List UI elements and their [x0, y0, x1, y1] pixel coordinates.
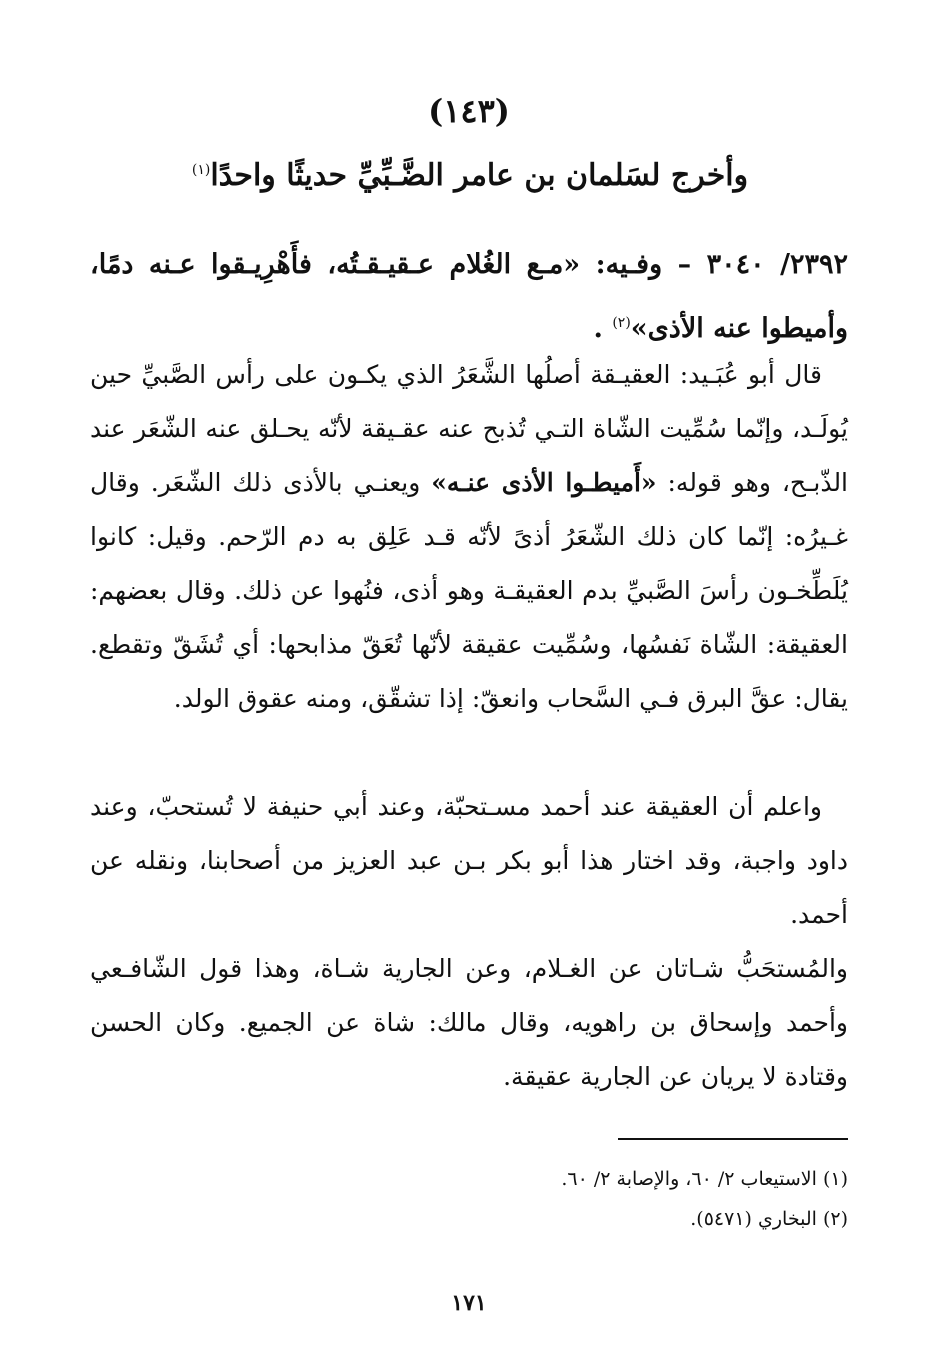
page-number: ١٧١	[451, 1290, 487, 1316]
footnote-1: (١) الاستيعاب ٢/ ٦٠، والإصابة ٢/ ٦٠.	[561, 1168, 848, 1190]
footnote-ref-2: (٢)	[612, 315, 631, 331]
footnote-divider	[618, 1138, 848, 1140]
hadith-reference: ٢٣٩٢/ ٣٠٤٠	[706, 249, 848, 280]
paragraph-1-quote: «أَميطـوا الأذى عنـه»	[431, 468, 657, 497]
paragraph-recommended: والمُستحَبُّ شـاتان عن الغـلام، وعن الجارية شـاة، وهذا قول الشّافـعي وأحمد وإسحاق بن راهويه، وقال مالك: شاة عن الجميع. وكان الحسن وقتادة لا يريان عن الجارية عقيقة.	[90, 954, 848, 1091]
paragraph-1-part-1: قال أبو عُبَـيد: العقيـقة أصلُها الشَّعَرُ الذي يكـون على رأس الصَّبيِّ حين يُولَـد، وإنّما سُمِّيت الشّاة التـي تُذبح عنه عقـيقة لأنّه يحـلق عنه الشّعَر عند الذّبـح، وهو قوله:	[90, 360, 849, 497]
hadith-trailing: .	[593, 313, 613, 344]
hadith-text	[90, 236, 848, 358]
footnote-2: (٢) البخاري (٥٤٧١).	[690, 1208, 848, 1230]
paragraph-abu-ubaid	[90, 348, 848, 726]
hadith-body: – وفـيه: «مـع الغُلام عـقيـقـتُه، فأَهْرِيـقوا عـنه دمًا، وأميطوا عنه الأذى»	[90, 249, 848, 344]
chapter-title-text: وأخرج لسَلمان بن عامر الضَّـبِّيِّ حديثًا واحدًا	[210, 158, 749, 193]
chapter-title	[120, 158, 820, 193]
footnote-ref-1: (١)	[191, 162, 211, 178]
paragraph-ruling: واعلم أن العقيقة عند أحمد مسـتحبّة، وعند أبي حنيفة لا تُستحبّ، وعند داود واجبة، وقد اختار هذا أبو بكر بـن عبد العزيز من أصحابنا، ونقله عن أحمد.	[90, 792, 848, 929]
chapter-number: (١٤٣)	[428, 92, 510, 130]
paragraph-1-part-2: ويعنـي بالأذى ذلك الشّعَر. وقال غـيرُه: إنّما كان ذلك الشّعَرُ أذىً لأنّه قـد عَلِق به دم الرّحم. وقيل: كانوا يُلَطِّخـون رأسَ الصَّبيِّ بدم العقيقـة وهو أذى، فنُهوا عن ذلك. وقال بعضهم: العقيقة: الشّاة نَفسُها، وسُمِّيت عقيقة لأنّها تُعَقّ مذابحها: أي تُشَقّ وتقطع. يقال: عقَّ البرق فـي السَّحاب وانعقّ: إذا تشقّق، ومنه عقوق الولد.	[90, 468, 848, 713]
